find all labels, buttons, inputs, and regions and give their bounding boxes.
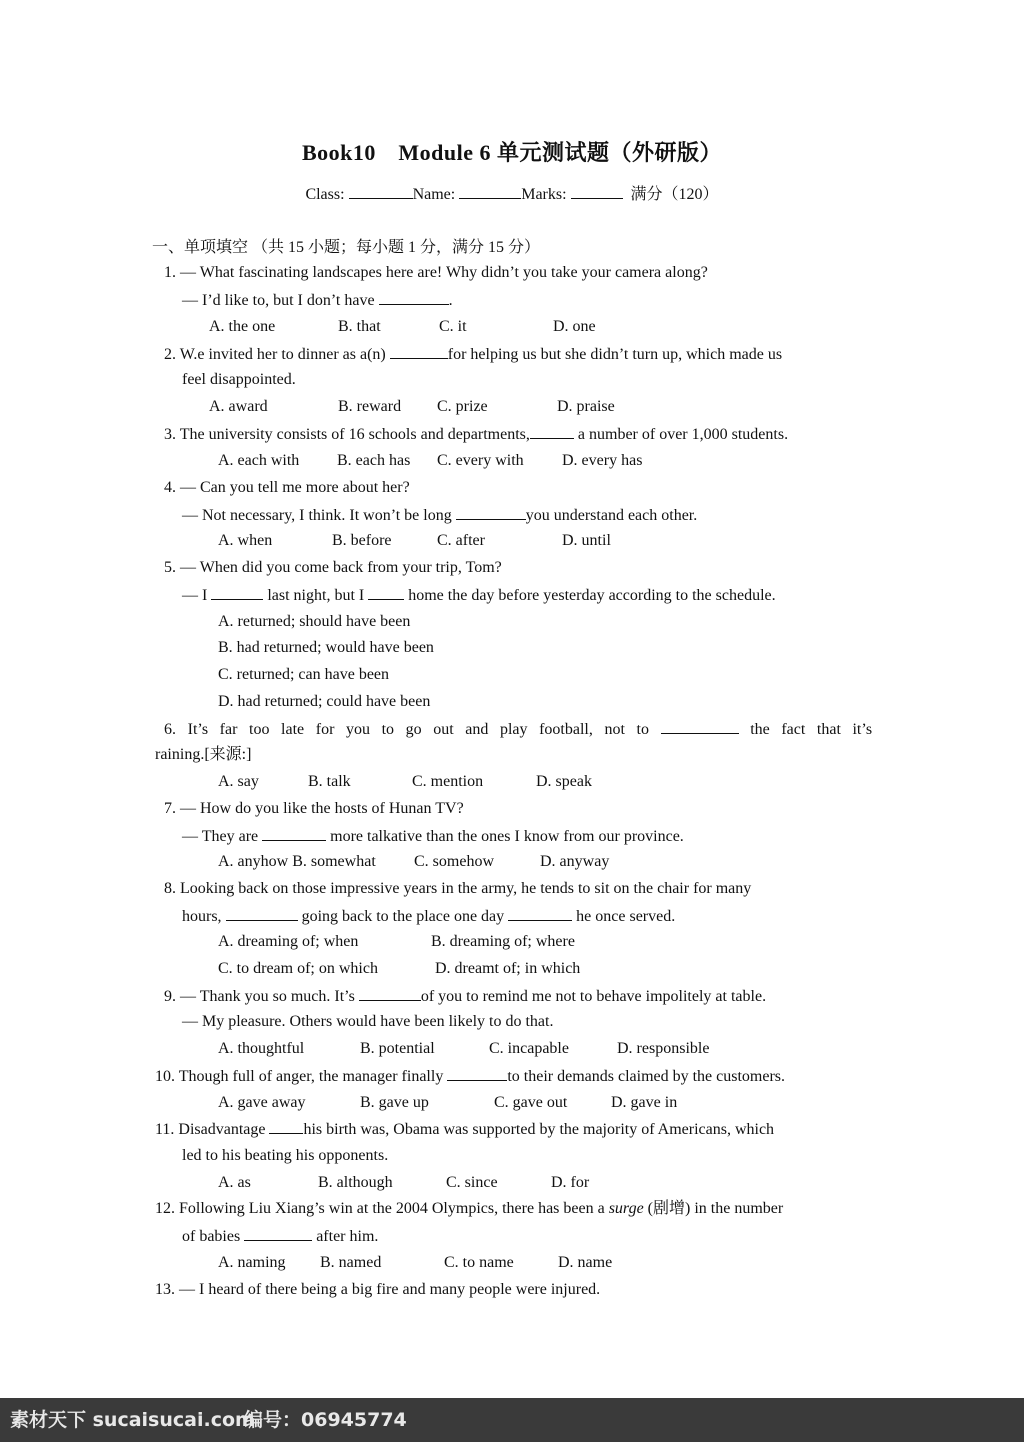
option-d[interactable]: D. until	[562, 532, 611, 549]
answer-blank[interactable]	[447, 1066, 507, 1081]
name-label: Name:	[412, 186, 456, 203]
student-info-line	[0, 181, 1024, 204]
question-1-answer-line	[182, 290, 453, 311]
watermark-id: 编号：06945774	[244, 1409, 407, 1431]
option-b[interactable]: B. although	[318, 1174, 393, 1191]
name-blank[interactable]	[459, 184, 521, 199]
question-text: Following Liu Xiang’s win at the 2004 Olympics, there has been a	[179, 1200, 605, 1217]
question-6-justified	[164, 719, 872, 740]
option-a[interactable]: A. each with	[218, 452, 300, 469]
question-text: — I	[182, 587, 208, 604]
answer-blank[interactable]	[269, 1119, 303, 1134]
option-b[interactable]: B. named	[320, 1254, 382, 1271]
question-text: more talkative than the ones I know from our province.	[330, 828, 684, 845]
option-c[interactable]: C. to name	[444, 1254, 514, 1271]
option-c[interactable]: C. incapable	[489, 1040, 569, 1057]
answer-blank[interactable]	[368, 585, 404, 600]
question-text: (剧增) in the number	[647, 1200, 784, 1217]
question-number: 3.	[164, 426, 176, 443]
question-text: — When did you come back from your trip, Tom?	[180, 559, 502, 576]
option-b[interactable]: B. had returned; would have been	[218, 639, 434, 656]
question-number: 2.	[164, 346, 176, 363]
option-b[interactable]: B. that	[338, 318, 381, 335]
question-text: — How do you like the hosts of Hunan TV?	[180, 800, 464, 817]
question-keyword: surge	[608, 1200, 644, 1217]
question-number: 4.	[164, 479, 176, 496]
question-5	[164, 558, 502, 578]
answer-blank[interactable]	[211, 585, 263, 600]
watermark-bar	[0, 1398, 1024, 1442]
answer-blank[interactable]	[359, 986, 421, 1001]
question-text: .	[448, 292, 453, 309]
class-label: Class:	[305, 186, 345, 203]
option-a[interactable]: A. dreaming of; when	[218, 933, 359, 950]
option-d[interactable]: D. one	[553, 318, 596, 335]
answer-blank[interactable]	[379, 290, 449, 305]
option-d[interactable]: D. responsible	[617, 1040, 710, 1057]
question-text: — I’d like to, but I don’t have	[182, 292, 375, 309]
answer-blank[interactable]	[390, 344, 448, 359]
question-number: 1.	[164, 264, 176, 281]
option-d[interactable]: D. speak	[536, 773, 592, 790]
question-8-answer-line	[182, 906, 675, 927]
option-c[interactable]: C. since	[446, 1174, 498, 1191]
option-d[interactable]: D. dreamt of; in which	[435, 960, 581, 977]
marks-blank[interactable]	[571, 184, 623, 199]
question-number: 10.	[155, 1068, 175, 1085]
question-4-answer-line	[182, 505, 697, 526]
option-a-b[interactable]: A. anyhow B. somewhat	[218, 853, 376, 870]
option-b[interactable]: B. talk	[308, 773, 351, 790]
option-d[interactable]: D. gave in	[611, 1094, 678, 1111]
question-text: a number of over 1,000 students.	[577, 426, 789, 443]
question-number: 11.	[155, 1121, 175, 1138]
question-number: 12.	[155, 1200, 175, 1217]
question-7	[164, 799, 464, 819]
option-a[interactable]: A. say	[218, 773, 259, 790]
option-a[interactable]: A. gave away	[218, 1094, 306, 1111]
question-3	[164, 424, 788, 445]
question-text: the fact that it’s	[750, 721, 873, 738]
question-9	[164, 986, 766, 1007]
answer-blank[interactable]	[244, 1226, 312, 1241]
option-b[interactable]: B. before	[332, 532, 392, 549]
question-4	[164, 478, 410, 498]
question-text: Looking back on those impressive years in the army, he tends to sit on the chair for many	[180, 880, 752, 897]
question-13	[155, 1280, 600, 1300]
marks-label: Marks:	[521, 186, 567, 203]
watermark-site: 素材天下 sucaisucai.com	[10, 1409, 255, 1431]
option-c[interactable]: C. to dream of; on which	[218, 960, 378, 977]
option-c[interactable]: C. gave out	[494, 1094, 568, 1111]
question-text: — What fascinating landscapes here are! Why didn’t you take your camera along?	[180, 264, 708, 281]
option-c[interactable]: C. every with	[437, 452, 524, 469]
option-d[interactable]: D. every has	[562, 452, 643, 469]
question-10	[155, 1066, 785, 1087]
question-text: — Not necessary, I think. It won’t be long	[182, 507, 452, 524]
question-text: — They are	[182, 828, 259, 845]
option-c[interactable]: C. it	[439, 318, 467, 335]
question-text: led to his beating his opponents.	[182, 1147, 389, 1164]
question-text: raining.[来源:]	[155, 746, 252, 763]
option-a[interactable]: A. as	[218, 1174, 251, 1191]
page-title: Book10 Module 6 单元测试题（外研版）	[301, 140, 723, 165]
answer-blank[interactable]	[530, 424, 574, 439]
question-1	[164, 263, 708, 283]
question-number: 7.	[164, 800, 176, 817]
option-b[interactable]: B. dreaming of; where	[431, 933, 575, 950]
option-d[interactable]: D. for	[551, 1174, 590, 1191]
question-text: of you to remind me not to behave impolitely at table.	[420, 988, 767, 1005]
question-12-answer-line	[182, 1226, 378, 1247]
option-b[interactable]: B. potential	[360, 1040, 435, 1057]
answer-blank[interactable]	[456, 505, 526, 520]
question-text: — I heard of there being a big fire and many people were injured.	[179, 1281, 601, 1298]
question-number: 6.	[164, 721, 176, 738]
option-b[interactable]: B. gave up	[360, 1094, 429, 1111]
question-6	[164, 719, 872, 740]
option-d[interactable]: D. anyway	[540, 853, 610, 870]
option-c[interactable]: C. somehow	[414, 853, 494, 870]
answer-blank[interactable]	[262, 826, 326, 841]
question-text: The university consists of 16 schools and departments,	[179, 426, 530, 443]
question-8	[164, 879, 751, 899]
question-text: to their demands claimed by the customers.	[507, 1068, 786, 1085]
full-score: 满分（120）	[630, 186, 719, 203]
question-text: Disadvantage	[178, 1121, 266, 1138]
question-12	[155, 1199, 783, 1219]
option-d[interactable]: D. praise	[557, 398, 615, 415]
section-heading: 一、单项填空 （共 15 小题；每小题 1 分，满分 15 分）	[152, 239, 541, 256]
answer-blank[interactable]	[226, 906, 298, 921]
question-number: 8.	[164, 880, 176, 897]
option-a[interactable]: A. when	[218, 532, 273, 549]
option-a[interactable]: A. thoughtful	[218, 1040, 305, 1057]
option-b[interactable]: B. reward	[338, 398, 402, 415]
class-blank[interactable]	[349, 184, 413, 199]
question-11	[155, 1119, 774, 1140]
question-text: last night, but I	[267, 587, 365, 604]
question-text: his birth was, Obama was supported by the majority of Americans, which	[303, 1121, 775, 1138]
question-text: feel disappointed.	[182, 371, 296, 388]
question-text: going back to the place one day	[301, 908, 505, 925]
option-a[interactable]: A. the one	[209, 318, 276, 335]
question-7-answer-line	[182, 826, 684, 847]
option-a[interactable]: A. naming	[218, 1254, 286, 1271]
question-text: It’s far too late for you to go out and play football, not to	[187, 721, 649, 738]
answer-blank[interactable]	[508, 906, 572, 921]
option-a[interactable]: A. returned; should have been	[218, 613, 411, 630]
question-number: 5.	[164, 559, 176, 576]
question-2	[164, 344, 782, 365]
question-number: 13.	[155, 1281, 175, 1298]
question-text: — Can you tell me more about her?	[180, 479, 410, 496]
question-5-answer-line	[182, 585, 776, 606]
question-number: 9.	[164, 988, 176, 1005]
option-d[interactable]: D. had returned; could have been	[218, 693, 431, 710]
question-text: — My pleasure. Others would have been likely to do that.	[182, 1013, 554, 1030]
question-text: for helping us but she didn’t turn up, which made us	[447, 346, 783, 363]
option-c[interactable]: C. prize	[437, 398, 488, 415]
answer-blank[interactable]	[661, 719, 739, 734]
option-b[interactable]: B. each has	[337, 452, 411, 469]
question-text: Though full of anger, the manager finally	[178, 1068, 444, 1085]
option-d[interactable]: D. name	[558, 1254, 613, 1271]
question-text: home the day before yesterday according to the schedule.	[408, 587, 776, 604]
question-text: after him.	[316, 1228, 379, 1245]
option-c[interactable]: C. returned; can have been	[218, 666, 390, 683]
question-text: hours,	[182, 908, 222, 925]
option-a[interactable]: A. award	[209, 398, 268, 415]
question-text: he once served.	[576, 908, 676, 925]
option-c[interactable]: C. after	[437, 532, 485, 549]
question-text: you understand each other.	[525, 507, 698, 524]
question-text: W.e invited her to dinner as a(n)	[179, 346, 386, 363]
question-text: of babies	[182, 1228, 241, 1245]
option-c[interactable]: C. mention	[412, 773, 484, 790]
question-text: — Thank you so much. It’s	[180, 988, 355, 1005]
